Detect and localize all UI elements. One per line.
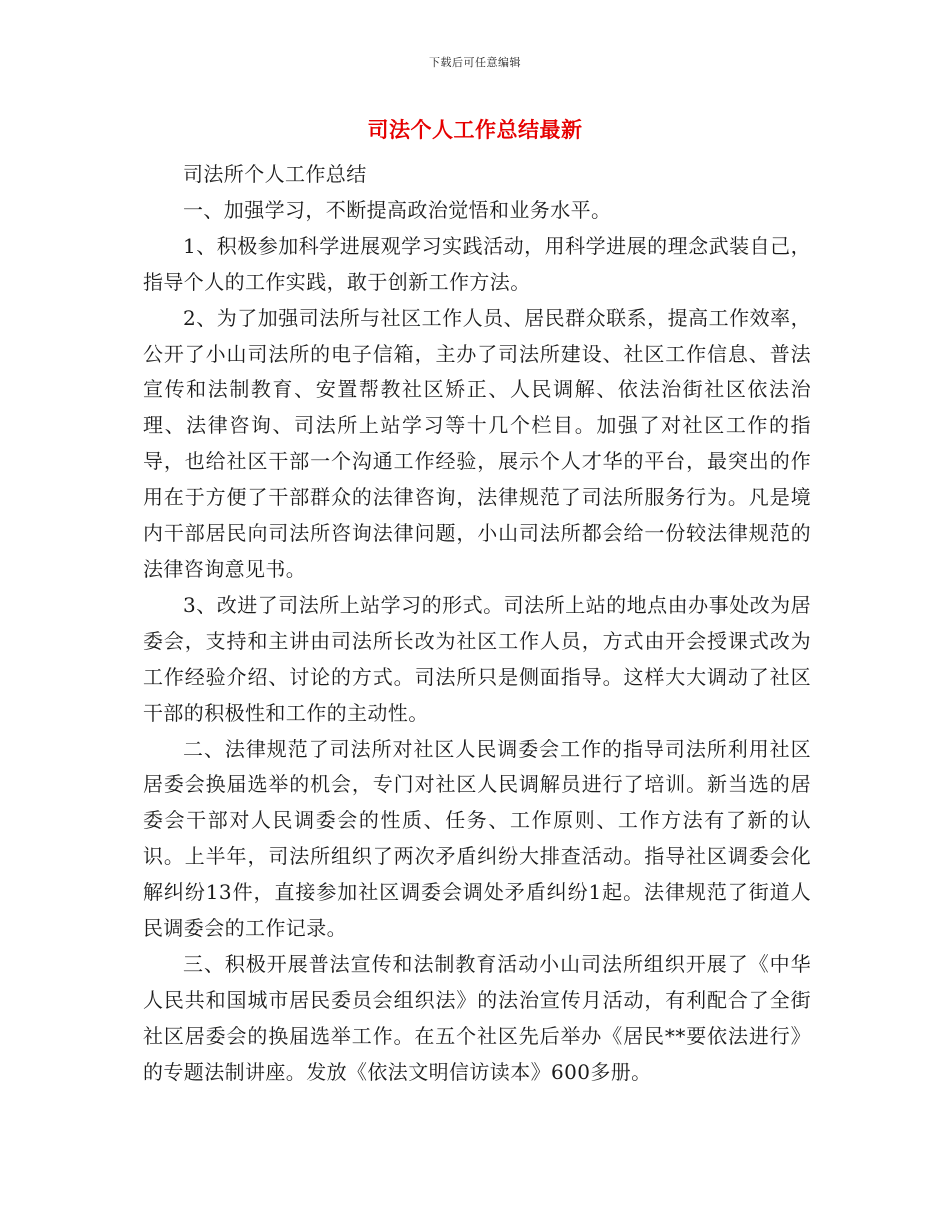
paragraph-1-2: 2、为了加强司法所与社区工作人员、居民群众联系，提高工作效率，公开了小山司法所的电子信箱，主办了司法所建设、社区工作信息、普法宣传和法制教育、安置帮教社区矫正、人民调解、依法治街社区依法治理、法律咨询、司法所上站学习等十几个栏目。加强了对社区工作的指导，也给社区干部一个沟通工作经验，展示个人才华的平台，最突出的作用在于方便了干部群众的法律咨询，法律规范了司法所服务行为。凡是境内干部居民向司法所咨询法律问题，小山司法所都会给一份较法律规范的法律咨询意见书。 [143, 305, 811, 581]
header-note: 下载后可任意编辑 [429, 56, 521, 69]
paragraph-1-1: 1、积极参加科学进展观学习实践活动，用科学进展的理念武装自己，指导个人的工作实践，敢于创新工作方法。 [143, 233, 811, 294]
paragraph-3: 三、积极开展普法宣传和法制教育活动小山司法所组织开展了《中华人民共和国城市居民委员会组织法》的法治宣传月活动，有利配合了全街社区居委会的换届选举工作。在五个社区先后举办《居民**要依法进行》的专题法制讲座。发放《依法文明信访读本》600多册。 [143, 951, 811, 1084]
paragraph-heading-1: 一、加强学习，不断提高政治觉悟和业务水平。 [183, 197, 612, 222]
section-subtitle: 司法所个人工作总结 [183, 162, 367, 186]
paragraph-1-3: 3、改进了司法所上站学习的形式。司法所上站的地点由办事处改为居委会，支持和主讲由司法所长改为社区工作人员，方式由开会授课式改为工作经验介绍、讨论的方式。司法所只是侧面指导。这样大大调动了社区干部的积极性和工作的主动性。 [143, 592, 811, 725]
paragraph-2: 二、法律规范了司法所对社区人民调委会工作的指导司法所利用社区居委会换届选举的机会，专门对社区人民调解员进行了培训。新当选的居委会干部对人民调委会的性质、任务、工作原则、工作方法有了新的认识。上半年，司法所组织了两次矛盾纠纷大排查活动。指导社区调委会化解纠纷13件，直接参加社区调委会调处矛盾纠纷1起。法律规范了街道人民调委会的工作记录。 [143, 736, 811, 941]
document-title: 司法个人工作总结最新 [367, 118, 583, 142]
document-body [143, 157, 811, 1091]
